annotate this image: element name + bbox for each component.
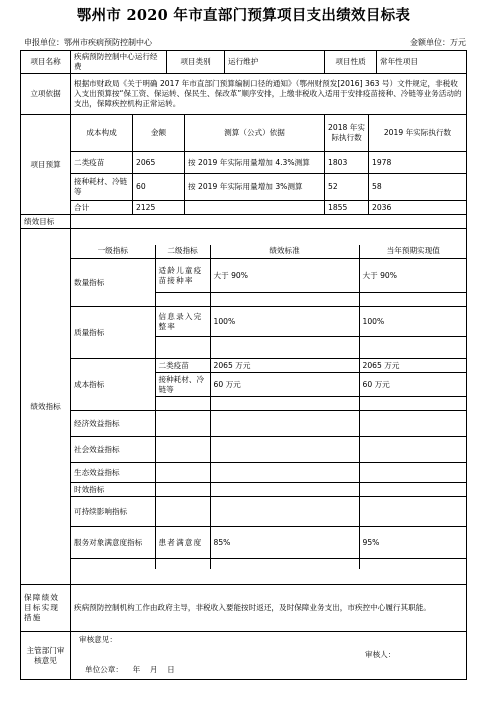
budget-header-2018: 2018 年实际执行数 bbox=[325, 115, 369, 152]
cost-level2: 二类疫苗 bbox=[155, 359, 210, 373]
project-name-label: 项目名称 bbox=[21, 51, 71, 74]
measures-label: 保障绩效目标实现措施 bbox=[21, 585, 71, 632]
budget-row bbox=[21, 152, 467, 174]
budget-composition: 二类疫苗 bbox=[71, 152, 133, 174]
budget-total-amount: 2125 bbox=[133, 201, 185, 215]
indicators-label: 绩效指标 bbox=[21, 229, 71, 585]
ecological-indicator: 生态效益指标 bbox=[71, 463, 155, 483]
goal-value bbox=[71, 215, 467, 229]
budget-total-formula bbox=[185, 201, 325, 215]
page-title: 鄂州市 2020 年市直部门预算项目支出绩效目标表 bbox=[76, 7, 411, 24]
indicators-row bbox=[21, 229, 467, 585]
review-opinion: 审核意见： bbox=[79, 635, 117, 644]
budget-amount: 60 bbox=[133, 174, 185, 201]
economic-indicator: 经济效益指标 bbox=[71, 411, 155, 437]
budget-row bbox=[21, 174, 467, 201]
quantity-standard: 大于 90% bbox=[210, 259, 359, 293]
project-nature-value: 常年性项目 bbox=[377, 51, 467, 74]
goal-row bbox=[21, 215, 467, 229]
ind-header-level1: 一级指标 bbox=[71, 245, 155, 259]
budget-header-composition: 成本构成 bbox=[71, 115, 133, 152]
budget-2018: 1803 bbox=[325, 152, 369, 174]
budget-header-formula: 测算（公式）依据 bbox=[185, 115, 325, 152]
budget-amount: 2065 bbox=[133, 152, 185, 174]
project-name-value: 疾病预防控制中心运行经费 bbox=[71, 51, 167, 74]
cost-indicator: 成本指标 bbox=[71, 359, 155, 411]
satisfaction-expected: 95% bbox=[359, 527, 467, 559]
basis-row bbox=[21, 74, 467, 115]
sustainable-indicator: 可持续影响指标 bbox=[71, 497, 155, 527]
quality-expected: 100% bbox=[359, 307, 467, 337]
quality-standard: 100% bbox=[210, 307, 359, 337]
reviewer: 审核人： bbox=[365, 650, 396, 659]
basis-text: 根据市财政局《关于明确 2017 年市直部门预算编制口径的通知》（鄂州财预发[2016] 363 号）文件规定，非税收入支出预算按“保工资、保运转、保民生、保改革”顺序安排，上缴非税收入适用于安排疫苗接种、冷链等业务活动的支出，保障疾控机构正常运转。 bbox=[71, 74, 467, 115]
cost-level2: 接种耗材、冷链等 bbox=[155, 373, 210, 397]
budget-total-2018: 1855 bbox=[325, 201, 369, 215]
social-indicator: 社会效益指标 bbox=[71, 437, 155, 463]
goal-label: 绩效目标 bbox=[21, 215, 71, 229]
budget-label: 项目预算 bbox=[21, 115, 71, 215]
cost-standard: 2065 万元 bbox=[210, 359, 359, 373]
ind-header-level2: 二级指标 bbox=[155, 245, 210, 259]
ind-header-expected: 当年预期实现值 bbox=[359, 245, 467, 259]
cost-expected: 60 万元 bbox=[359, 373, 467, 397]
review-row bbox=[21, 632, 467, 680]
reporting-unit: 申报单位：鄂州市疾病预防控制中心 bbox=[24, 38, 152, 47]
budget-formula: 按 2019 年实际用量增加 3%测算 bbox=[185, 174, 325, 201]
amount-unit: 金额单位：万元 bbox=[410, 38, 466, 47]
measures-row bbox=[21, 585, 467, 632]
budget-2018: 52 bbox=[325, 174, 369, 201]
satisfaction-standard: 85% bbox=[210, 527, 359, 559]
budget-header-row bbox=[21, 115, 467, 152]
satisfaction-level2: 患者满意度 bbox=[155, 527, 210, 559]
budget-composition: 接种耗材、冷链等 bbox=[71, 174, 133, 201]
project-nature-label: 项目性质 bbox=[325, 51, 377, 74]
unit-stamp: 单位公章： 年 月 日 bbox=[85, 665, 175, 674]
quantity-level2: 适龄儿童疫苗接种率 bbox=[155, 259, 210, 293]
project-category-value: 运行维护 bbox=[225, 51, 325, 74]
timeliness-indicator: 时效指标 bbox=[71, 483, 155, 497]
satisfaction-indicator: 服务对象满意度指标 bbox=[71, 527, 155, 559]
budget-total-2019: 2036 bbox=[369, 201, 467, 215]
quantity-indicator: 数量指标 bbox=[71, 259, 155, 307]
basis-label: 立项依据 bbox=[21, 74, 71, 115]
quality-level2: 信息录入完整率 bbox=[155, 307, 210, 337]
budget-header-2019: 2019 年实际执行数 bbox=[369, 115, 467, 152]
quality-indicator: 质量指标 bbox=[71, 307, 155, 359]
cost-standard: 60 万元 bbox=[210, 373, 359, 397]
project-row bbox=[21, 51, 467, 74]
budget-total-row bbox=[21, 201, 467, 215]
budget-formula: 按 2019 年实际用量增加 4.3%测算 bbox=[185, 152, 325, 174]
performance-target-table bbox=[20, 50, 466, 680]
review-label: 主管部门审核意见 bbox=[21, 632, 71, 680]
measures-text: 疾病预防控制机构工作由政府主导，非税收入要能按时返还，及时保障业务支出，市疾控中心履行其职能。 bbox=[71, 585, 467, 632]
quantity-expected: 大于 90% bbox=[359, 259, 467, 293]
budget-total-label: 合计 bbox=[71, 201, 133, 215]
cost-expected: 2065 万元 bbox=[359, 359, 467, 373]
budget-2019: 58 bbox=[369, 174, 467, 201]
budget-2019: 1978 bbox=[369, 152, 467, 174]
project-category-label: 项目类别 bbox=[167, 51, 225, 74]
budget-header-amount: 金额 bbox=[133, 115, 185, 152]
ind-header-standard: 绩效标准 bbox=[210, 245, 359, 259]
